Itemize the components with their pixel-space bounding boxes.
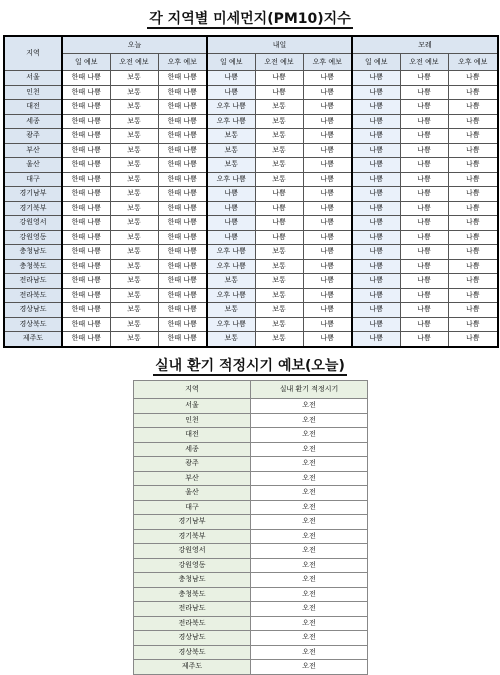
forecast-cell: 나쁨 (352, 288, 400, 303)
forecast-cell: 나쁨 (303, 230, 352, 245)
indoor-time-cell: 오전 (251, 616, 368, 631)
forecast-cell: 나쁨 (448, 317, 498, 332)
table-row (134, 616, 368, 631)
forecast-cell: 한때 나쁨 (158, 274, 207, 289)
forecast-cell: 나쁨 (448, 216, 498, 231)
forecast-cell: 나쁨 (400, 172, 448, 187)
indoor-region-cell: 경기남부 (134, 515, 251, 530)
forecast-cell: 보통 (207, 332, 255, 347)
forecast-cell: 오후 나쁨 (207, 245, 255, 260)
indoor-region-cell: 충청남도 (134, 573, 251, 588)
table-row (134, 413, 368, 428)
forecast-cell: 한때 나쁨 (62, 129, 110, 144)
forecast-cell: 나쁨 (352, 172, 400, 187)
indoor-region-cell: 제주도 (134, 660, 251, 675)
forecast-cell: 한때 나쁨 (62, 230, 110, 245)
table-row (4, 100, 498, 115)
forecast-cell: 나쁨 (207, 201, 255, 216)
forecast-cell: 한때 나쁨 (158, 100, 207, 115)
table-row (4, 71, 498, 86)
forecast-cell: 나쁨 (255, 85, 303, 100)
table-row (4, 114, 498, 129)
indoor-section-title-text: 실내 환기 적정시기 예보(오늘) (155, 358, 345, 374)
forecast-cell: 나쁨 (400, 317, 448, 332)
forecast-cell: 오후 나쁨 (207, 317, 255, 332)
indoor-region-cell: 세종 (134, 442, 251, 457)
forecast-cell: 나쁨 (255, 230, 303, 245)
forecast-cell: 한때 나쁨 (158, 158, 207, 173)
region-cell: 강원영서 (4, 216, 62, 231)
forecast-cell: 한때 나쁨 (62, 85, 110, 100)
forecast-cell: 보통 (110, 216, 158, 231)
forecast-cell: 한때 나쁨 (158, 216, 207, 231)
forecast-table-body (4, 71, 498, 347)
forecast-cell: 나쁨 (303, 274, 352, 289)
forecast-cell: 나쁨 (400, 288, 448, 303)
forecast-cell: 나쁨 (448, 143, 498, 158)
region-cell: 대구 (4, 172, 62, 187)
forecast-cell: 보통 (255, 143, 303, 158)
forecast-cell: 나쁨 (303, 288, 352, 303)
forecast-cell: 한때 나쁨 (158, 201, 207, 216)
forecast-cell: 한때 나쁨 (62, 288, 110, 303)
forecast-cell: 한때 나쁨 (158, 114, 207, 129)
table-row (4, 288, 498, 303)
indoor-region-cell: 대전 (134, 428, 251, 443)
forecast-cell: 한때 나쁨 (62, 158, 110, 173)
table-row (134, 529, 368, 544)
forecast-cell: 나쁨 (303, 317, 352, 332)
indoor-time-cell: 오전 (251, 602, 368, 617)
table-row (4, 201, 498, 216)
indoor-region-cell: 전라북도 (134, 616, 251, 631)
forecast-cell: 나쁨 (352, 317, 400, 332)
table-row (134, 457, 368, 472)
forecast-cell: 한때 나쁨 (158, 143, 207, 158)
forecast-cell: 보통 (255, 114, 303, 129)
forecast-cell: 나쁨 (448, 158, 498, 173)
table-row (134, 645, 368, 660)
forecast-cell: 보통 (207, 158, 255, 173)
forecast-cell: 보통 (110, 274, 158, 289)
day-header-today: 오늘 (62, 36, 207, 54)
forecast-cell: 나쁨 (303, 71, 352, 86)
forecast-cell: 보통 (110, 303, 158, 318)
indoor-section-title (0, 355, 500, 375)
forecast-cell: 보통 (255, 172, 303, 187)
table-row (4, 187, 498, 202)
table-row (134, 602, 368, 617)
forecast-cell: 한때 나쁨 (62, 332, 110, 347)
forecast-cell: 보통 (110, 172, 158, 187)
sub-header-morning: 오전 예보 (400, 54, 448, 71)
table-row (134, 486, 368, 501)
forecast-cell: 한때 나쁨 (62, 303, 110, 318)
indoor-time-cell: 오전 (251, 457, 368, 472)
forecast-cell: 나쁨 (448, 288, 498, 303)
indoor-region-cell: 경기북부 (134, 529, 251, 544)
forecast-cell: 나쁨 (207, 187, 255, 202)
forecast-cell: 나쁨 (448, 245, 498, 260)
forecast-cell: 보통 (255, 259, 303, 274)
forecast-cell: 나쁨 (303, 201, 352, 216)
forecast-cell: 보통 (110, 317, 158, 332)
indoor-time-header: 실내 환기 적정시기 (251, 381, 368, 399)
table-row (4, 230, 498, 245)
table-row (134, 631, 368, 646)
forecast-cell: 보통 (110, 245, 158, 260)
forecast-cell: 나쁨 (400, 245, 448, 260)
forecast-cell: 나쁨 (303, 259, 352, 274)
forecast-cell: 나쁨 (303, 143, 352, 158)
forecast-cell: 보통 (207, 129, 255, 144)
sub-header-afternoon: 오후 예보 (448, 54, 498, 71)
indoor-region-cell: 인천 (134, 413, 251, 428)
forecast-cell: 보통 (110, 187, 158, 202)
forecast-cell: 나쁨 (448, 114, 498, 129)
forecast-cell: 보통 (110, 100, 158, 115)
forecast-cell: 나쁨 (400, 201, 448, 216)
pm10-forecast-table (3, 35, 499, 348)
forecast-cell: 나쁨 (352, 332, 400, 347)
day-header-tomorrow: 내일 (207, 36, 352, 54)
forecast-cell: 보통 (110, 332, 158, 347)
table-row (4, 332, 498, 347)
forecast-cell: 한때 나쁨 (158, 85, 207, 100)
forecast-cell: 보통 (207, 143, 255, 158)
forecast-cell: 나쁨 (400, 85, 448, 100)
sub-header-afternoon: 오후 예보 (303, 54, 352, 71)
region-header: 지역 (4, 36, 62, 71)
forecast-cell: 보통 (255, 303, 303, 318)
indoor-region-cell: 강원영서 (134, 544, 251, 559)
indoor-region-cell: 울산 (134, 486, 251, 501)
forecast-cell: 나쁨 (207, 85, 255, 100)
forecast-cell: 나쁨 (255, 216, 303, 231)
forecast-cell: 나쁨 (303, 158, 352, 173)
region-cell: 경기북부 (4, 201, 62, 216)
table-row (4, 317, 498, 332)
forecast-cell: 나쁨 (400, 71, 448, 86)
forecast-cell: 나쁨 (400, 230, 448, 245)
forecast-cell: 보통 (207, 303, 255, 318)
indoor-time-cell: 오전 (251, 573, 368, 588)
table-row (134, 500, 368, 515)
forecast-cell: 보통 (255, 317, 303, 332)
indoor-region-cell: 전라남도 (134, 602, 251, 617)
forecast-cell: 나쁨 (303, 129, 352, 144)
forecast-cell: 한때 나쁨 (62, 187, 110, 202)
forecast-cell: 나쁨 (448, 71, 498, 86)
forecast-cell: 한때 나쁨 (158, 172, 207, 187)
forecast-cell: 나쁨 (352, 129, 400, 144)
forecast-cell: 나쁨 (352, 274, 400, 289)
table-row (4, 172, 498, 187)
indoor-time-cell: 오전 (251, 544, 368, 559)
table-row (134, 660, 368, 675)
indoor-region-cell: 충청북도 (134, 587, 251, 602)
forecast-cell: 한때 나쁨 (62, 259, 110, 274)
forecast-cell: 보통 (255, 100, 303, 115)
forecast-cell: 나쁨 (400, 158, 448, 173)
forecast-cell: 나쁨 (448, 230, 498, 245)
forecast-cell: 보통 (110, 288, 158, 303)
table-row (134, 558, 368, 573)
page-title (0, 8, 500, 28)
region-cell: 광주 (4, 129, 62, 144)
indoor-time-cell: 오전 (251, 529, 368, 544)
sub-header-afternoon: 오후 예보 (158, 54, 207, 71)
table-row (4, 85, 498, 100)
table-row (134, 515, 368, 530)
region-cell: 세종 (4, 114, 62, 129)
table-row (134, 544, 368, 559)
region-cell: 충청남도 (4, 245, 62, 260)
forecast-cell: 한때 나쁨 (62, 201, 110, 216)
region-cell: 경기남부 (4, 187, 62, 202)
forecast-cell: 보통 (110, 143, 158, 158)
forecast-cell: 나쁨 (448, 259, 498, 274)
forecast-cell: 나쁨 (303, 303, 352, 318)
indoor-time-cell: 오전 (251, 413, 368, 428)
forecast-cell: 오후 나쁨 (207, 259, 255, 274)
forecast-cell: 나쁨 (352, 216, 400, 231)
sub-header-morning: 오전 예보 (110, 54, 158, 71)
indoor-time-cell: 오전 (251, 515, 368, 530)
forecast-cell: 오후 나쁨 (207, 100, 255, 115)
forecast-cell: 한때 나쁨 (62, 71, 110, 86)
indoor-time-cell: 오전 (251, 471, 368, 486)
forecast-cell: 보통 (110, 259, 158, 274)
region-cell: 경상남도 (4, 303, 62, 318)
forecast-cell: 한때 나쁨 (158, 317, 207, 332)
indoor-region-cell: 대구 (134, 500, 251, 515)
forecast-cell: 나쁨 (303, 216, 352, 231)
forecast-cell: 한때 나쁨 (158, 259, 207, 274)
forecast-cell: 나쁨 (352, 114, 400, 129)
indoor-time-cell: 오전 (251, 587, 368, 602)
forecast-cell: 나쁨 (400, 114, 448, 129)
table-row (4, 274, 498, 289)
table-row (4, 216, 498, 231)
sub-header-daily: 일 예보 (207, 54, 255, 71)
forecast-cell: 나쁨 (207, 216, 255, 231)
indoor-time-cell: 오전 (251, 486, 368, 501)
table-row (4, 143, 498, 158)
table-row (4, 303, 498, 318)
table-row (4, 245, 498, 260)
forecast-cell: 나쁨 (400, 274, 448, 289)
indoor-time-cell: 오전 (251, 660, 368, 675)
forecast-cell: 한때 나쁨 (158, 187, 207, 202)
forecast-cell: 나쁨 (448, 129, 498, 144)
indoor-region-cell: 부산 (134, 471, 251, 486)
forecast-cell: 나쁨 (352, 187, 400, 202)
forecast-cell: 나쁨 (400, 259, 448, 274)
forecast-cell: 한때 나쁨 (62, 143, 110, 158)
day-header-dayafter: 모레 (352, 36, 498, 54)
forecast-cell: 나쁨 (303, 172, 352, 187)
indoor-time-cell: 오전 (251, 631, 368, 646)
region-cell: 제주도 (4, 332, 62, 347)
forecast-cell: 나쁨 (448, 274, 498, 289)
forecast-cell: 한때 나쁨 (62, 317, 110, 332)
forecast-cell: 나쁨 (303, 114, 352, 129)
forecast-cell: 보통 (110, 129, 158, 144)
forecast-cell: 나쁨 (352, 201, 400, 216)
forecast-cell: 보통 (207, 274, 255, 289)
forecast-cell: 나쁨 (448, 303, 498, 318)
table-row (134, 442, 368, 457)
forecast-cell: 나쁨 (352, 85, 400, 100)
forecast-cell: 나쁨 (400, 303, 448, 318)
forecast-cell: 보통 (255, 129, 303, 144)
forecast-cell: 보통 (110, 201, 158, 216)
forecast-cell: 나쁨 (207, 71, 255, 86)
forecast-cell: 한때 나쁨 (158, 303, 207, 318)
forecast-cell: 보통 (255, 274, 303, 289)
region-cell: 경상북도 (4, 317, 62, 332)
indoor-time-cell: 오전 (251, 442, 368, 457)
forecast-cell: 오후 나쁨 (207, 288, 255, 303)
indoor-time-cell: 오전 (251, 399, 368, 414)
forecast-cell: 나쁨 (400, 216, 448, 231)
forecast-cell: 나쁨 (448, 201, 498, 216)
region-cell: 울산 (4, 158, 62, 173)
forecast-cell: 나쁨 (352, 303, 400, 318)
indoor-region-header: 지역 (134, 381, 251, 399)
forecast-cell: 보통 (110, 71, 158, 86)
indoor-time-cell: 오전 (251, 558, 368, 573)
forecast-cell: 나쁨 (303, 85, 352, 100)
forecast-cell: 한때 나쁨 (62, 100, 110, 115)
indoor-time-cell: 오전 (251, 500, 368, 515)
forecast-cell: 한때 나쁨 (158, 288, 207, 303)
indoor-region-cell: 서울 (134, 399, 251, 414)
forecast-cell: 나쁨 (400, 100, 448, 115)
forecast-cell: 한때 나쁨 (62, 274, 110, 289)
forecast-cell: 나쁨 (400, 187, 448, 202)
region-cell: 전라북도 (4, 288, 62, 303)
indoor-region-cell: 광주 (134, 457, 251, 472)
forecast-cell: 나쁨 (303, 100, 352, 115)
region-cell: 서울 (4, 71, 62, 86)
forecast-cell: 나쁨 (255, 187, 303, 202)
forecast-cell: 한때 나쁨 (158, 230, 207, 245)
forecast-cell: 보통 (110, 158, 158, 173)
forecast-cell: 나쁨 (352, 143, 400, 158)
sub-header-morning: 오전 예보 (255, 54, 303, 71)
forecast-cell: 나쁨 (352, 100, 400, 115)
forecast-cell: 한때 나쁨 (62, 114, 110, 129)
table-row (4, 129, 498, 144)
forecast-cell: 보통 (110, 230, 158, 245)
table-row (4, 158, 498, 173)
forecast-cell: 한때 나쁨 (62, 172, 110, 187)
forecast-cell: 한때 나쁨 (62, 216, 110, 231)
forecast-cell: 나쁨 (448, 332, 498, 347)
forecast-cell: 나쁨 (448, 187, 498, 202)
indoor-time-cell: 오전 (251, 428, 368, 443)
forecast-cell: 한때 나쁨 (158, 332, 207, 347)
forecast-cell: 나쁨 (352, 259, 400, 274)
forecast-cell: 보통 (110, 114, 158, 129)
indoor-region-cell: 경상북도 (134, 645, 251, 660)
forecast-cell: 한때 나쁨 (158, 71, 207, 86)
region-cell: 충청북도 (4, 259, 62, 274)
indoor-table-body (134, 399, 368, 675)
forecast-cell: 나쁨 (352, 71, 400, 86)
forecast-cell: 나쁨 (303, 332, 352, 347)
indoor-region-cell: 경상남도 (134, 631, 251, 646)
indoor-time-cell: 오전 (251, 645, 368, 660)
page-title-text: 각 지역별 미세먼지(PM10)지수 (149, 11, 351, 27)
forecast-cell: 오후 나쁨 (207, 172, 255, 187)
forecast-cell: 나쁨 (400, 332, 448, 347)
forecast-cell: 나쁨 (303, 187, 352, 202)
forecast-cell: 나쁨 (352, 158, 400, 173)
region-cell: 부산 (4, 143, 62, 158)
region-cell: 대전 (4, 100, 62, 115)
forecast-cell: 나쁨 (352, 245, 400, 260)
table-row (134, 573, 368, 588)
forecast-cell: 나쁨 (400, 143, 448, 158)
forecast-cell: 보통 (255, 288, 303, 303)
indoor-region-cell: 강원영동 (134, 558, 251, 573)
table-row (4, 259, 498, 274)
forecast-cell: 한때 나쁨 (158, 245, 207, 260)
region-cell: 전라남도 (4, 274, 62, 289)
table-row (134, 587, 368, 602)
forecast-cell: 오후 나쁨 (207, 114, 255, 129)
indoor-ventilation-table (133, 380, 368, 675)
forecast-cell: 보통 (255, 158, 303, 173)
table-row (134, 471, 368, 486)
forecast-cell: 나쁨 (448, 85, 498, 100)
forecast-cell: 나쁨 (255, 201, 303, 216)
forecast-cell: 나쁨 (255, 71, 303, 86)
forecast-cell: 보통 (255, 332, 303, 347)
table-row (134, 399, 368, 414)
forecast-cell: 나쁨 (448, 100, 498, 115)
forecast-cell: 나쁨 (207, 230, 255, 245)
forecast-cell: 나쁨 (448, 172, 498, 187)
forecast-cell: 보통 (110, 85, 158, 100)
forecast-cell: 한때 나쁨 (62, 245, 110, 260)
table-row (134, 428, 368, 443)
sub-header-daily: 일 예보 (352, 54, 400, 71)
forecast-cell: 나쁨 (400, 129, 448, 144)
forecast-cell: 나쁨 (303, 245, 352, 260)
forecast-cell: 보통 (255, 245, 303, 260)
region-cell: 인천 (4, 85, 62, 100)
region-cell: 강원영동 (4, 230, 62, 245)
sub-header-daily: 일 예보 (62, 54, 110, 71)
forecast-cell: 한때 나쁨 (158, 129, 207, 144)
forecast-cell: 나쁨 (352, 230, 400, 245)
